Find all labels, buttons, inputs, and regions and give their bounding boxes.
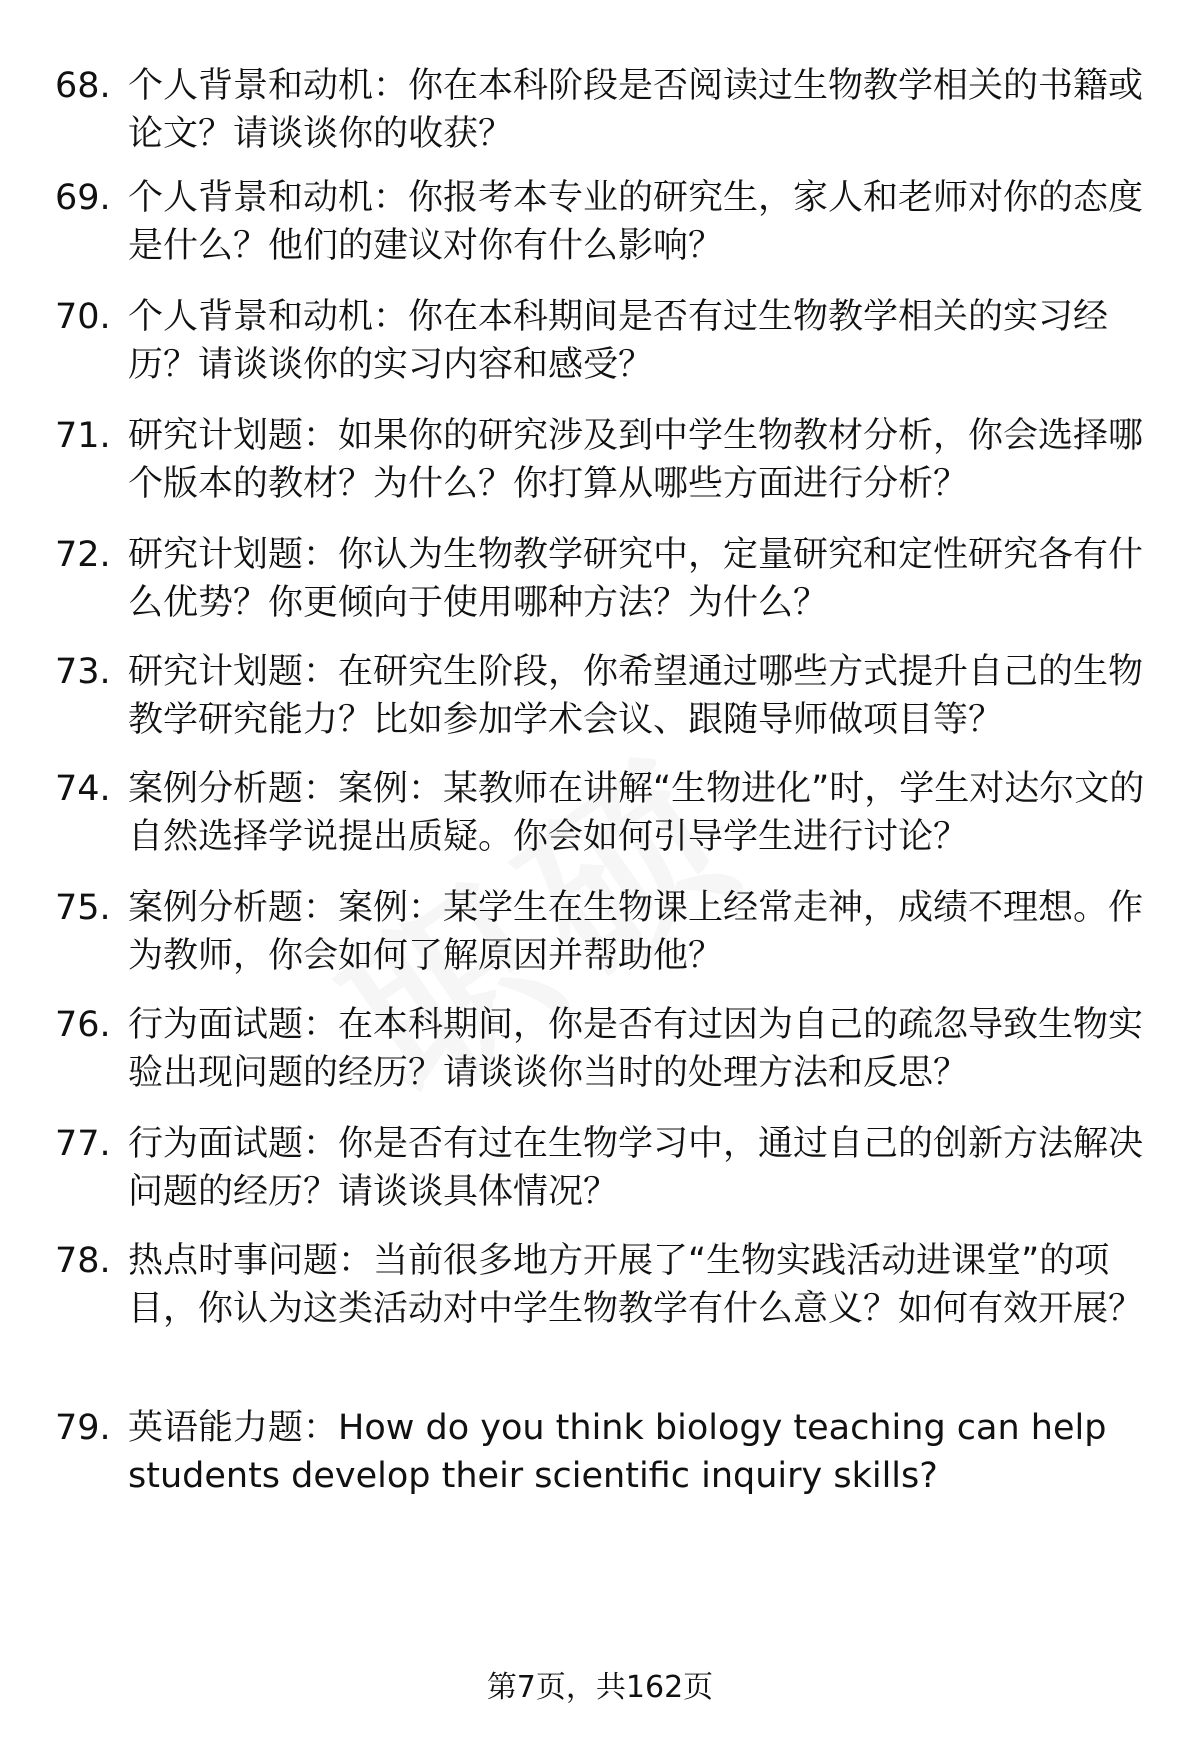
question-text: 个人背景和动机：你在本科期间是否有过生物教学相关的实习经历？请谈谈你的实习内容和感受？ [128, 297, 1109, 385]
question-number: 74. [55, 769, 111, 809]
question-item [55, 412, 1145, 508]
question-item [55, 531, 1145, 627]
question-number: 70. [55, 297, 111, 337]
question-number: 69. [55, 178, 111, 218]
question-text: 案例分析题：案例：某教师在讲解“生物进化”时，学生对达尔文的自然选择学说提出质疑。你会如何引导学生进行讨论？ [128, 769, 1145, 857]
question-item [55, 62, 1145, 158]
question-number: 76. [55, 1005, 111, 1045]
question-number: 79. [55, 1408, 111, 1448]
question-text: 研究计划题：你认为生物教学研究中，定量研究和定性研究各有什么优势？你更倾向于使用哪种方法？为什么？ [128, 535, 1144, 623]
question-number: 68. [55, 66, 111, 106]
question-item [55, 648, 1145, 744]
question-text: 研究计划题：在研究生阶段，你希望通过哪些方式提升自己的生物教学研究能力？比如参加学术会议、跟随导师做项目等？ [128, 652, 1144, 740]
question-text: 行为面试题：在本科期间，你是否有过因为自己的疏忽导致生物实验出现问题的经历？请谈谈你当时的处理方法和反思？ [128, 1005, 1144, 1093]
question-number: 73. [55, 652, 111, 692]
question-text: 热点时事问题：当前很多地方开展了“生物实践活动进课堂”的项目，你认为这类活动对中学生物教学有什么意义？如何有效开展？ [128, 1241, 1144, 1329]
question-item [55, 174, 1145, 270]
question-item [55, 884, 1145, 980]
question-item [55, 1237, 1145, 1333]
question-number: 71. [55, 416, 111, 456]
question-item [55, 1404, 1145, 1500]
question-number: 72. [55, 535, 111, 575]
question-text: 个人背景和动机：你在本科阶段是否阅读过生物教学相关的书籍或论文？请谈谈你的收获？ [128, 66, 1144, 154]
question-item [55, 765, 1145, 861]
question-text: 案例分析题：案例：某学生在生物课上经常走神，成绩不理想。作为教师，你会如何了解原因并帮助他？ [128, 888, 1144, 976]
question-text: 个人背景和动机：你报考本专业的研究生，家人和老师对你的态度是什么？他们的建议对你有什么影响？ [128, 178, 1144, 266]
question-number: 78. [55, 1241, 111, 1281]
page-footer: 第7页，共162页 [486, 1670, 714, 1705]
question-text: 行为面试题：你是否有过在生物学习中，通过自己的创新方法解决问题的经历？请谈谈具体情况？ [128, 1124, 1144, 1212]
question-item [55, 1120, 1145, 1216]
question-text: 研究计划题：如果你的研究涉及到中学生物教材分析，你会选择哪个版本的教材？为什么？你打算从哪些方面进行分析？ [128, 416, 1144, 504]
question-number: 75. [55, 888, 111, 928]
question-item [55, 1001, 1145, 1097]
question-text: 英语能力题：How do you think biology teaching can help students develop their scientific inquiry skills? [128, 1408, 1107, 1496]
question-item [55, 293, 1145, 389]
question-number: 77. [55, 1124, 111, 1164]
